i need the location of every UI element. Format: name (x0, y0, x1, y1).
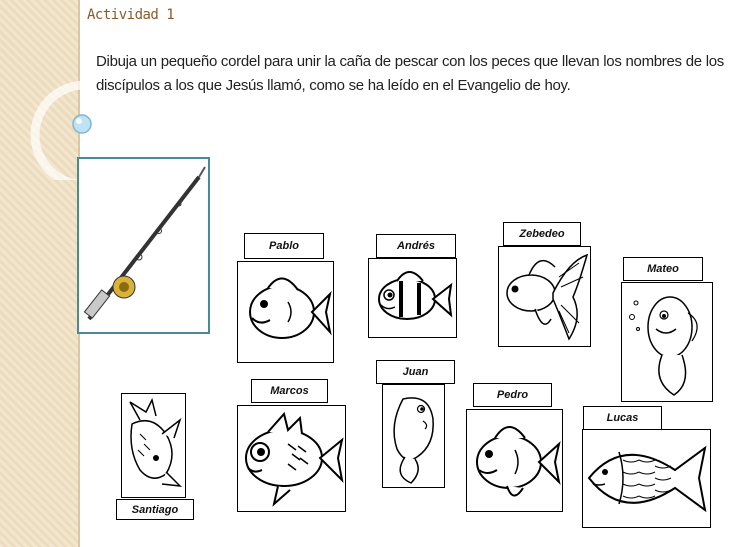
fish-icon (383, 385, 444, 487)
fish-label-pedro: Pedro (473, 383, 552, 407)
fish-label-juan: Juan (376, 360, 455, 384)
fish-label-marcos: Marcos (251, 379, 328, 403)
fish-label-zebedeo: Zebedeo (503, 222, 581, 246)
fish-picture-pablo (237, 261, 334, 363)
fish-picture-santiago (121, 393, 186, 498)
fish-picture-lucas (582, 429, 711, 528)
fish-picture-andres (368, 258, 457, 338)
fish-picture-juan (382, 384, 445, 488)
decorative-sidebar (0, 0, 80, 547)
fish-label-andres: Andrés (376, 234, 456, 258)
fish-icon (122, 394, 185, 497)
fish-icon (499, 247, 590, 346)
fish-label-mateo: Mateo (623, 257, 703, 281)
fish-picture-marcos (237, 405, 346, 512)
activity-title: Actividad 1 (87, 7, 175, 23)
instructions-text: Dibuja un pequeño cordel para unir la caña de pescar con los peces que llevan los nombres de los discípulos a los que Jesús llamó, como se ha leído en el Evangelio de hoy. (96, 53, 724, 94)
fish-icon (369, 259, 456, 337)
fish-label-lucas: Lucas (583, 406, 662, 430)
fish-icon (622, 283, 712, 401)
fish-picture-zebedeo (498, 246, 591, 347)
fish-icon (238, 262, 333, 362)
fish-icon (238, 406, 345, 511)
fish-label-santiago: Santiago (116, 499, 194, 520)
fish-icon (583, 430, 710, 527)
fish-icon (467, 410, 562, 511)
fishing-rod-frame (77, 157, 210, 334)
fish-picture-mateo (621, 282, 713, 402)
fish-label-pablo: Pablo (244, 233, 324, 259)
fish-picture-pedro (466, 409, 563, 512)
fishing-rod-icon (79, 159, 208, 332)
